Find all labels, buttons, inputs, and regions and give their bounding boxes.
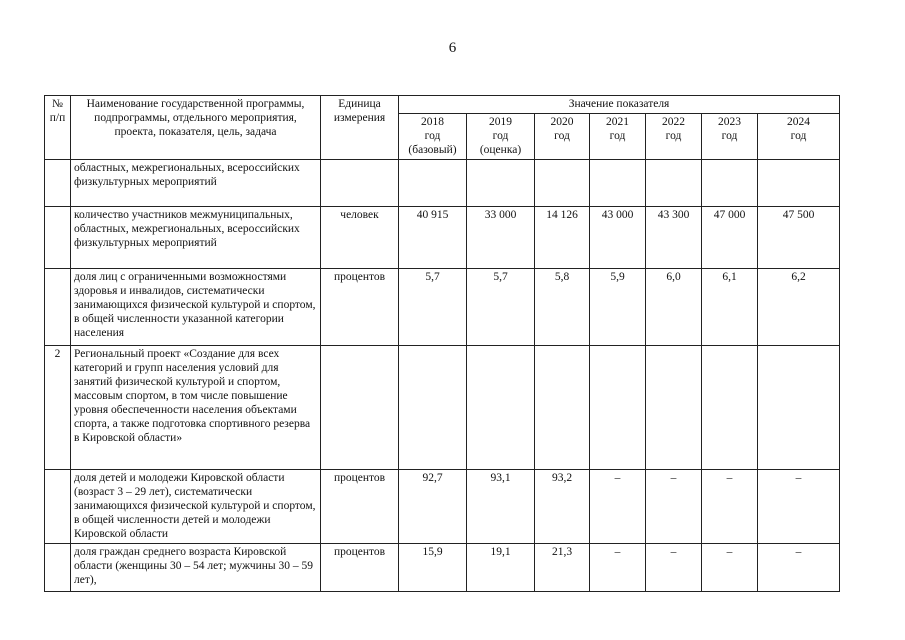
value-cell-2019 (467, 346, 535, 470)
value-cell-2019: 19,1 (467, 544, 535, 592)
indicator-name-cell: доля граждан среднего возраста Кировской области (женщины 30 – 54 лет; мужчины 30 – 59 лет), (71, 544, 321, 592)
table-row (45, 269, 840, 346)
value-cell-2023 (702, 160, 758, 207)
value-cell-2021 (590, 160, 646, 207)
value-cell-2018 (399, 346, 467, 470)
value-cell-2020: 21,3 (535, 544, 590, 592)
value-cell-2024 (758, 160, 840, 207)
row-number-cell (45, 269, 71, 346)
table-row (45, 160, 840, 207)
value-cell-2024: 6,2 (758, 269, 840, 346)
header-year-cell (590, 114, 646, 160)
header-year-cell (646, 114, 702, 160)
unit-cell (321, 160, 399, 207)
header-year-suffix: год (554, 130, 570, 142)
header-name-cell: Наименование государственной программы, подпрограммы, отдельного мероприятия, проекта, показателя, цель, задача (71, 96, 321, 160)
row-number-cell (45, 160, 71, 207)
value-cell-2023: – (702, 470, 758, 544)
unit-cell: процентов (321, 470, 399, 544)
header-num-cell: № п/п (45, 96, 71, 160)
header-unit-cell: Единица измерения (321, 96, 399, 160)
value-cell-2022: 43 300 (646, 207, 702, 269)
header-year-label: 2018 (421, 116, 444, 128)
value-cell-2019 (467, 160, 535, 207)
value-cell-2024: 47 500 (758, 207, 840, 269)
header-year-suffix: год (665, 130, 682, 142)
value-cell-2019: 33 000 (467, 207, 535, 269)
row-number-cell (45, 544, 71, 592)
unit-cell: человек (321, 207, 399, 269)
header-year-cell (702, 114, 758, 160)
value-cell-2024 (758, 346, 840, 470)
value-cell-2018: 5,7 (399, 269, 467, 346)
header-year-suffix: год (492, 130, 509, 142)
header-year-label: 2022 (662, 116, 685, 128)
unit-cell: процентов (321, 269, 399, 346)
header-year-cell (535, 114, 590, 160)
value-cell-2021: 5,9 (590, 269, 646, 346)
indicator-name-cell: Региональный проект «Создание для всех категорий и групп населения условий для занятий физической культурой и спортом, массовым спортом, в том числе повышение уровня обеспеченности населения объектами спорта, а также подготовка спортивного резерва в Кировской области» (71, 346, 321, 470)
table-row (45, 470, 840, 544)
value-cell-2023: 6,1 (702, 269, 758, 346)
value-cell-2021: 43 000 (590, 207, 646, 269)
value-cell-2022 (646, 160, 702, 207)
table-row (45, 346, 840, 470)
value-cell-2024: – (758, 470, 840, 544)
header-year-label: 2020 (550, 116, 574, 128)
value-cell-2020: 93,2 (535, 470, 590, 544)
header-year-suffix: год (790, 130, 807, 142)
value-cell-2023 (702, 346, 758, 470)
indicator-name-cell: доля детей и молодежи Кировской области (возраст 3 – 29 лет), систематически занимающихся физической культурой и спортом, в общей численности детей и молодежи Кировской области (71, 470, 321, 544)
value-cell-2024: – (758, 544, 840, 592)
header-year-cell (758, 114, 840, 160)
value-cell-2020: 14 126 (535, 207, 590, 269)
value-cell-2020: 5,8 (535, 269, 590, 346)
indicator-name-cell: областных, межрегиональных, всероссийских физкультурных мероприятий (71, 160, 321, 207)
row-number-cell (45, 470, 71, 544)
value-cell-2022 (646, 346, 702, 470)
value-cell-2022: 6,0 (646, 269, 702, 346)
row-number-cell: 2 (45, 346, 71, 470)
indicator-name-cell: доля лиц с ограниченными возможностями здоровья и инвалидов, систематически занимающихся физической культурой и спортом, в общей численности указанной категории населения (71, 269, 321, 346)
row-number-cell (45, 207, 71, 269)
header-year-suffix: год (609, 130, 626, 142)
header-year-label: 2023 (718, 116, 741, 128)
table-row (45, 207, 840, 269)
value-cell-2022: – (646, 470, 702, 544)
value-cell-2021 (590, 346, 646, 470)
value-cell-2019: 93,1 (467, 470, 535, 544)
value-cell-2021: – (590, 544, 646, 592)
indicator-name-cell: количество участников межмуниципальных, областных, межрегиональных, всероссийских физкультурных мероприятий (71, 207, 321, 269)
value-cell-2021: – (590, 470, 646, 544)
header-year-note: (базовый) (408, 144, 457, 156)
value-cell-2018: 92,7 (399, 470, 467, 544)
value-cell-2018: 15,9 (399, 544, 467, 592)
header-year-note: (оценка) (479, 144, 522, 156)
header-values-cell: Значение показателя (399, 96, 840, 114)
value-cell-2023: 47 000 (702, 207, 758, 269)
header-row-top (45, 96, 840, 114)
header-year-label: 2024 (787, 116, 811, 128)
header-year-label: 2019 (489, 116, 512, 128)
page-number: 6 (448, 40, 457, 56)
header-year-suffix: год (424, 130, 441, 142)
table-row (45, 544, 840, 592)
header-year-suffix: год (721, 130, 738, 142)
value-cell-2020 (535, 346, 590, 470)
unit-cell: процентов (321, 544, 399, 592)
value-cell-2020 (535, 160, 590, 207)
header-year-cell (399, 114, 467, 160)
value-cell-2018: 40 915 (399, 207, 467, 269)
value-cell-2018 (399, 160, 467, 207)
value-cell-2023: – (702, 544, 758, 592)
indicators-table (44, 95, 840, 592)
value-cell-2019: 5,7 (467, 269, 535, 346)
unit-cell (321, 346, 399, 470)
header-year-cell (467, 114, 535, 160)
value-cell-2022: – (646, 544, 702, 592)
header-year-label: 2021 (606, 116, 629, 128)
